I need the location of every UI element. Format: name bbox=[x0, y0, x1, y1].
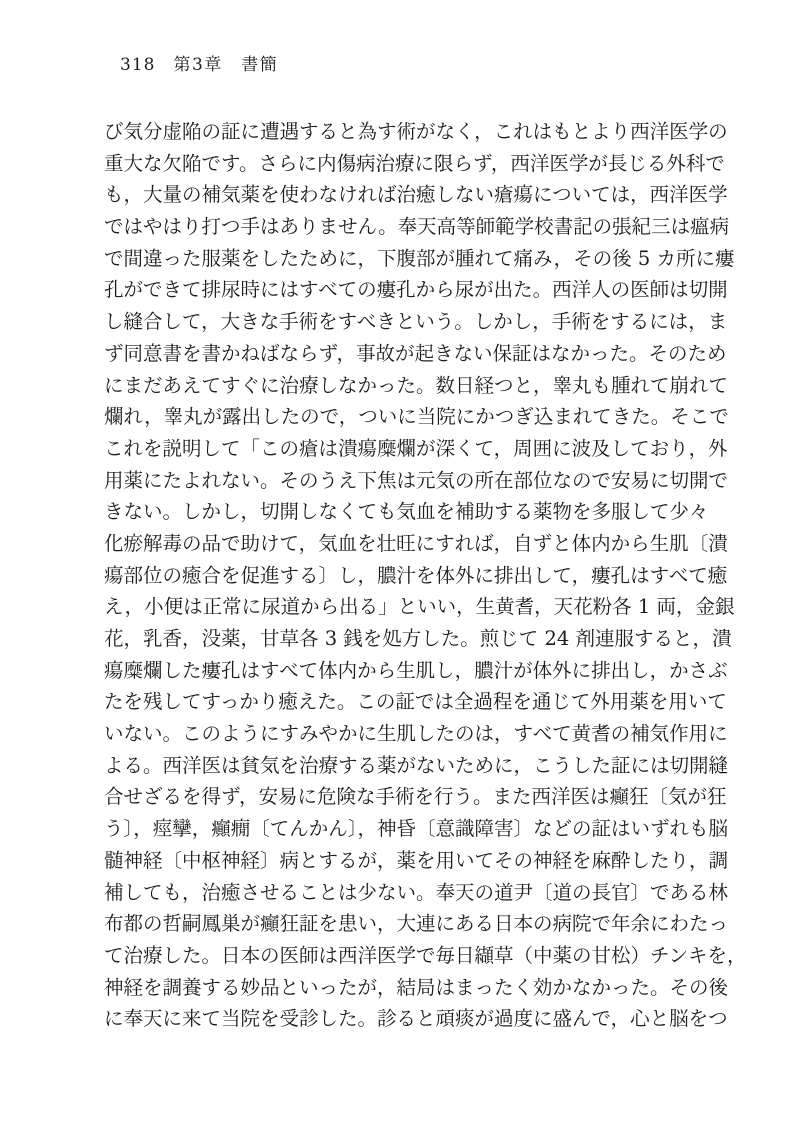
body-line: よる。西洋医は貧気を治療する薬がないために，こうした証には切開縫 bbox=[104, 753, 729, 777]
body-line: ではやはり打つ手はありません。奉天高等師範学校書記の張紀三は瘟病 bbox=[104, 215, 730, 239]
body-line: たを残してすっかり癒えた。この証では全過程を通じて外用薬を用いて bbox=[104, 690, 727, 714]
page-header bbox=[120, 54, 278, 76]
body-line: 花，乳香，没薬，甘草各 3 銭を処方した。煎じて 24 剤連服すると，潰 bbox=[104, 627, 732, 650]
body-line: ず同意書を書かねばならず，事故が起きない保証はなかった。そのため bbox=[104, 341, 727, 365]
chapter-title: 第3章 書簡 bbox=[173, 55, 279, 75]
body-line: にまだあえてすぐに治療しなかった。数日経つと，睾丸も腫れて崩れて bbox=[104, 373, 729, 397]
body-line: び気分虚陥の証に遭遇すると為す術がなく，これはもとより西洋医学の bbox=[104, 120, 728, 143]
body-line: え，小便は正常に尿道から出る」といい，生黄耆，天花粉各 1 両，金銀 bbox=[104, 595, 735, 619]
body-line: 化瘀解毒の品で助けて，気血を壮旺にすれば，自ずと体内から生肌〔潰 bbox=[104, 531, 728, 555]
body-line: きない。しかし，切開しなくても気血を補助する薬物を多服して少々 bbox=[104, 500, 709, 524]
body-text bbox=[104, 116, 747, 1035]
body-line: に奉天に来て当院を受診した。診ると頑痰が過度に盛んで，心と脳をつ bbox=[104, 1007, 728, 1031]
body-line: て治療した。日本の医師は西洋医学で毎日纈草（中薬の甘松）チンキを， bbox=[104, 943, 747, 967]
body-line: も，大量の補気薬を使わなければ治癒しない瘡瘍については，西洋医学 bbox=[104, 183, 728, 207]
body-line: 神経を調養する妙品といったが，結局はまったく効かなかった。その後 bbox=[104, 975, 729, 999]
body-line: いない。このようにすみやかに生肌したのは，すべて黄耆の補気作用に bbox=[104, 722, 728, 746]
body-line: 孔ができて排尿時にはすべての瘻孔から尿が出た。西洋人の医師は切開 bbox=[104, 278, 728, 302]
body-line: 瘍部位の癒合を促進する〕し，膿汁を体外に排出して，瘻孔はすべて癒 bbox=[104, 563, 728, 587]
body-line: し縫合して，大きな手術をすべきという。しかし，手術をするには，ま bbox=[104, 310, 728, 334]
body-line: で間違った服薬をしたために，下腹部が腫れて痛み，その後 5 カ所に瘻 bbox=[104, 246, 735, 270]
body-line: これを説明して「この瘡は潰瘍糜爛が深くて，周囲に波及しており，外 bbox=[104, 436, 728, 460]
body-line: 補しても，治癒させることは少ない。奉天の道尹〔道の長官〕である林 bbox=[104, 880, 729, 904]
body-line: 用薬にたよれない。そのうえ下焦は元気の所在部位なので安易に切開で bbox=[104, 468, 729, 492]
body-line: 瘍糜爛した瘻孔はすべて体内から生肌し，膿汁が体外に排出し，かさぶ bbox=[104, 658, 728, 682]
body-line: う〕，痙攣，癲癇〔てんかん〕，神昏〔意識障害〕などの証はいずれも脳 bbox=[104, 817, 729, 841]
body-line: 髄神経〔中枢神経〕病とするが，薬を用いてその神経を麻酔したり，調 bbox=[104, 848, 729, 872]
page-number: 318 bbox=[120, 55, 156, 75]
body-line: 重大な欠陥です。さらに内傷病治療に限らず，西洋医学が長じる外科で bbox=[104, 151, 725, 175]
body-line: 布都の哲嗣鳳巣が癲狂証を患い，大連にある日本の病院で年余にわたっ bbox=[104, 912, 729, 936]
body-line: 合せざるを得ず，安易に危険な手術を行う。また西洋医は癲狂〔気が狂 bbox=[104, 785, 727, 809]
body-line: 爛れ，睾丸が露出したので，ついに当院にかつぎ込まれてきた。そこで bbox=[104, 405, 729, 429]
